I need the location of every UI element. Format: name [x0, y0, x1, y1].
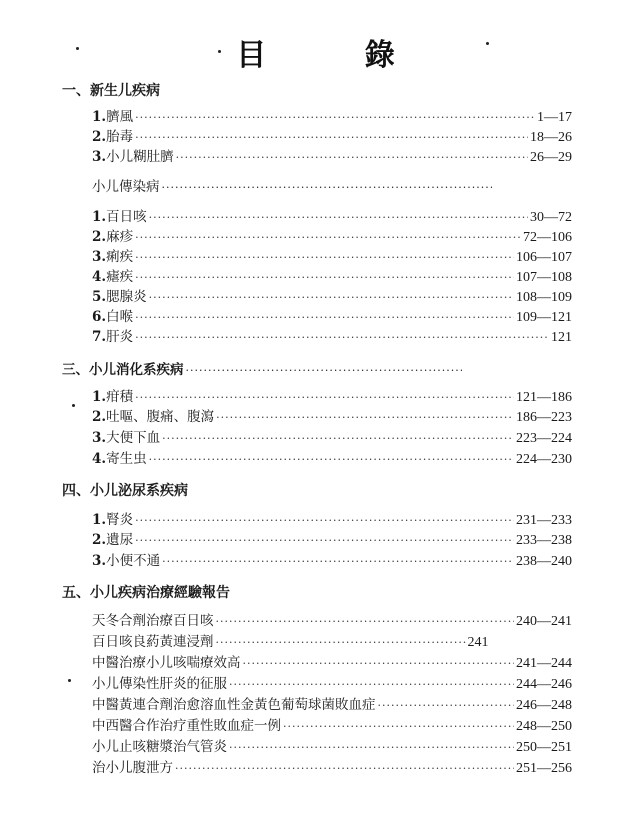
- entry-number: 3.: [92, 430, 107, 445]
- entry-number: 1.: [92, 512, 107, 527]
- scan-speck: [486, 42, 489, 45]
- toc-entry[interactable]: [92, 245, 572, 264]
- dot-leader: [135, 271, 514, 284]
- entry-pages: 121—186: [516, 390, 572, 404]
- entry-pages: 108—109: [516, 290, 572, 304]
- entry-pages: 107—108: [516, 270, 572, 284]
- entry-number: 6.: [92, 309, 107, 324]
- toc-entry[interactable]: [92, 265, 572, 284]
- dot-leader: [162, 555, 514, 568]
- toc-entry[interactable]: [92, 672, 572, 691]
- toc-entry[interactable]: [92, 225, 572, 244]
- toc-entry[interactable]: [92, 651, 572, 670]
- section-heading-1: 一、新生儿疾病: [62, 83, 160, 99]
- toc-entry[interactable]: [92, 325, 572, 344]
- entry-pages: 186—223: [516, 410, 572, 424]
- toc-entry[interactable]: [92, 447, 572, 466]
- entry-number: 2.: [92, 532, 107, 547]
- dot-leader: [229, 678, 514, 691]
- entry-number: 1.: [92, 109, 107, 124]
- entry-pages: 223—224: [516, 431, 572, 445]
- section-heading-2: [92, 175, 492, 194]
- toc-entry[interactable]: [92, 693, 572, 712]
- entry-label: 遺尿: [106, 532, 134, 547]
- dot-leader: [149, 291, 514, 304]
- section-heading-3: [62, 358, 462, 377]
- toc-entry[interactable]: [92, 756, 572, 775]
- entry-pages: 224—230: [516, 452, 572, 466]
- entry-number: 7.: [92, 329, 107, 344]
- scan-speck: [72, 404, 75, 407]
- entry-pages: 238—240: [516, 554, 572, 568]
- entry-pages: 251—256: [516, 761, 572, 775]
- entry-number: 3.: [92, 149, 107, 164]
- dot-leader: [378, 699, 515, 712]
- entry-number: 1.: [92, 209, 107, 224]
- entry-label: 痢疾: [106, 249, 134, 264]
- toc-entry[interactable]: [92, 609, 572, 628]
- entry-pages: 233—238: [516, 533, 572, 547]
- entry-number: 2.: [92, 409, 107, 424]
- entry-label: 小便不通: [106, 553, 161, 568]
- scan-speck: [218, 50, 221, 53]
- dot-leader: [149, 211, 528, 224]
- entry-pages: 246—248: [516, 698, 572, 712]
- entry-label: 中醫治療小儿咳喘療效高: [92, 655, 241, 670]
- entry-pages: 244—246: [516, 677, 572, 691]
- section-heading-4: 四、小儿泌尿系疾病: [62, 483, 188, 499]
- entry-label: 大便下血: [106, 430, 161, 445]
- entry-pages: 241: [467, 635, 489, 649]
- entry-pages: 109—121: [516, 310, 572, 324]
- section-heading-5: 五、小儿疾病治療經驗報告: [62, 585, 230, 601]
- dot-leader: [229, 741, 514, 754]
- toc-entry[interactable]: [92, 735, 572, 754]
- toc-entry[interactable]: [92, 145, 572, 164]
- toc-entry[interactable]: [92, 305, 572, 324]
- entry-number: 1.: [92, 389, 107, 404]
- toc-entry[interactable]: [92, 508, 572, 527]
- dot-leader: [283, 720, 514, 733]
- scan-speck: [68, 679, 71, 682]
- toc-entry[interactable]: [92, 630, 572, 649]
- dot-leader: [135, 311, 514, 324]
- entry-number: 4.: [92, 269, 107, 284]
- section-heading-3-label: 三、小儿消化系疾病: [62, 362, 184, 377]
- page-title: 目 錄: [236, 38, 439, 73]
- dot-leader: [162, 181, 493, 194]
- dot-leader: [135, 391, 514, 404]
- entry-pages: 30—72: [530, 210, 572, 224]
- dot-leader: [149, 453, 514, 466]
- dot-leader: [186, 364, 463, 377]
- entry-label: 中西醫合作治疗重性敗血症一例: [92, 718, 281, 733]
- entry-label: 胎毒: [106, 129, 134, 144]
- entry-pages: 106—107: [516, 250, 572, 264]
- entry-pages: 72—106: [523, 230, 572, 244]
- entry-number: 3.: [92, 553, 107, 568]
- toc-entry[interactable]: [92, 549, 572, 568]
- dot-leader: [175, 762, 514, 775]
- entry-label: 小儿止咳糖漿治气管炎: [92, 739, 227, 754]
- toc-entry[interactable]: [92, 714, 572, 733]
- entry-pages: 26—29: [530, 150, 572, 164]
- entry-label: 腮腺炎: [106, 289, 147, 304]
- dot-leader: [135, 534, 514, 547]
- entry-pages: 1—17: [537, 110, 572, 124]
- entry-pages: 231—233: [516, 513, 572, 527]
- dot-leader: [162, 432, 514, 445]
- dot-leader: [135, 111, 535, 124]
- dot-leader: [135, 131, 528, 144]
- entry-label: 小儿傳染性肝炎的征服: [92, 676, 227, 691]
- dot-leader: [243, 657, 515, 670]
- entry-label: 天冬合劑治療百日咳: [92, 613, 214, 628]
- entry-label: 寄生虫: [106, 451, 147, 466]
- toc-entry[interactable]: [92, 405, 572, 424]
- toc-entry[interactable]: [92, 385, 572, 404]
- dot-leader: [135, 231, 521, 244]
- entry-label: 麻疹: [106, 229, 134, 244]
- entry-pages: 241—244: [516, 656, 572, 670]
- dot-leader: [176, 151, 528, 164]
- toc-entry[interactable]: [92, 528, 572, 547]
- entry-label: 疳積: [106, 389, 134, 404]
- entry-label: 治小儿腹泄方: [92, 760, 173, 775]
- entry-label: 臍風: [106, 109, 134, 124]
- entry-pages: 248—250: [516, 719, 572, 733]
- toc-entry[interactable]: [92, 125, 572, 144]
- dot-leader: [135, 331, 549, 344]
- dot-leader: [216, 636, 466, 649]
- toc-entry[interactable]: [92, 205, 572, 224]
- toc-entry[interactable]: [92, 285, 572, 304]
- entry-label: 白喉: [106, 309, 134, 324]
- entry-number: 2.: [92, 129, 107, 144]
- entry-label: 吐嘔、腹痛、腹瀉: [106, 409, 215, 424]
- entry-label: 腎炎: [106, 512, 134, 527]
- entry-pages: 250—251: [516, 740, 572, 754]
- entry-pages: 240—241: [516, 614, 572, 628]
- entry-pages: 121: [551, 330, 572, 344]
- entry-label: 百日咳良葯黃連浸劑: [92, 634, 214, 649]
- entry-number: 2.: [92, 229, 107, 244]
- toc-entry[interactable]: [92, 426, 572, 445]
- entry-number: 5.: [92, 289, 107, 304]
- dot-leader: [135, 514, 514, 527]
- dot-leader: [216, 615, 515, 628]
- entry-label: 中醫黃連合劑治愈溶血性金黃色葡萄球菌敗血症: [92, 697, 376, 712]
- entry-number: 3.: [92, 249, 107, 264]
- dot-leader: [135, 251, 514, 264]
- section-heading-2-label: 小儿傳染病: [92, 179, 160, 194]
- entry-label: 瘧疾: [106, 269, 134, 284]
- toc-entry[interactable]: [92, 105, 572, 124]
- entry-number: 4.: [92, 451, 107, 466]
- entry-label: 肝炎: [106, 329, 134, 344]
- entry-pages: 18—26: [530, 130, 572, 144]
- entry-label: 小儿糊肚臍: [106, 149, 174, 164]
- scan-speck: [76, 47, 79, 50]
- entry-label: 百日咳: [106, 209, 147, 224]
- dot-leader: [216, 411, 514, 424]
